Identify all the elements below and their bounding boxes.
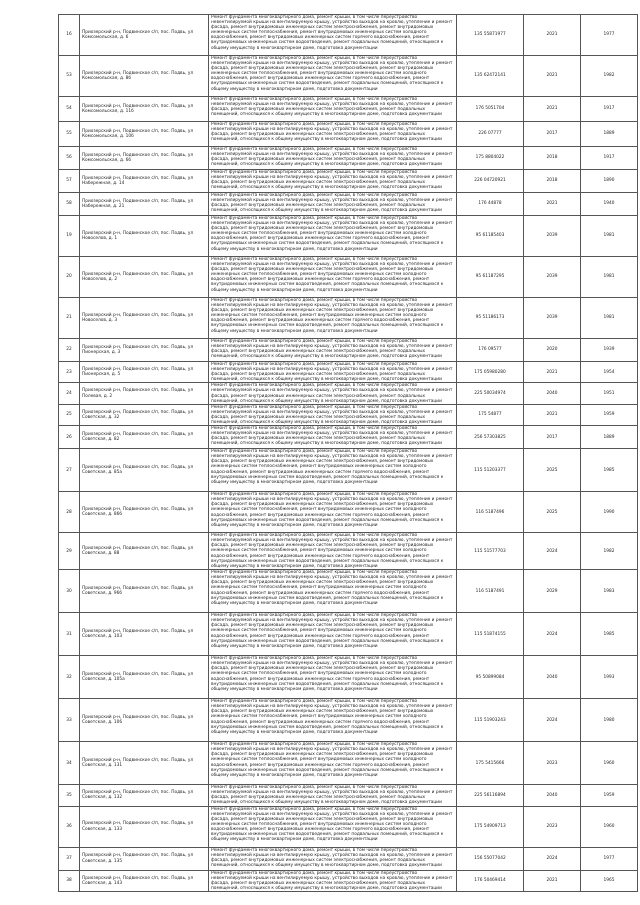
table-row	[59, 449, 638, 492]
row-number: 54	[59, 97, 80, 122]
build-year-cell: 1982	[581, 56, 638, 97]
work-description-cell: Ремонт фундамента многоквартирного дома, ремонт крыши, в том числе переустройство невентилируемой крыши на вентилируемую крышу, устройство выходов на кровлю, утепление и ремонт фасада, ремонт внутридомовых инженерных систем электроснабжения, ремонт внутридомовых инженерных систем теплоснабжения, ремонт внутридомовых инженерных систем холодного водоснабжения, ремонт внутридомовых инженерных систем горячего водоснабжения, ремонт внутридомовых инженерных систем водоотведения, ремонт подвальных помещений, относящихся к общему имуществу в многоквартирном доме, подготовка документации	[209, 806, 457, 847]
work-description-cell: Ремонт фундамента многоквартирного дома, ремонт крыши, в том числе переустройство невентилируемой крыши на вентилируемую крышу, устройство выходов на кровлю, утепление и ремонт фасада, ремонт внутридомовых инженерных систем электроснабжения, ремонт подвальных помещений, относящихся к общему имуществу в многоквартирном доме, подготовка документации	[209, 193, 457, 216]
row-number: 55	[59, 122, 80, 147]
build-year-cell: 1982	[581, 533, 638, 570]
repair-year-cell: 2040	[524, 656, 581, 699]
row-number: 19	[59, 216, 80, 257]
cost-cell: 175 5415666	[457, 742, 524, 785]
cost-cell: 176 5051704	[457, 97, 524, 122]
cost-cell: 115 51203377	[457, 449, 524, 492]
repair-year-cell: 2040	[524, 785, 581, 806]
table-row	[59, 785, 638, 806]
address-cell: Приозерский р-н, Подвинское с/п, пос. Подвь, ул Советская, д. 131	[80, 742, 209, 785]
work-description-cell: Ремонт фундамента многоквартирного дома, ремонт крыши, в том числе переустройство невентилируемой крыши на вентилируемую крышу, устройство выходов на кровлю, утепление и ремонт фасада, ремонт внутридомовых инженерных систем электроснабжения, ремонт внутридомовых инженерных систем теплоснабжения, ремонт внутридомовых инженерных систем холодного водоснабжения, ремонт внутридомовых инженерных систем горячего водоснабжения, ремонт внутридомовых инженерных систем водоотведения, ремонт подвальных помещений, относящихся к общему имуществу в многоквартирном доме, подготовка документации	[209, 613, 457, 656]
address-cell: Приозерский р-н, Подвинское с/п, пос. Подвь, ул Советская, д. 88	[80, 533, 209, 570]
build-year-cell: 1917	[581, 147, 638, 170]
address-cell: Приозерский р-н, Подвинское с/п, пос. Подвь, ул Пионерская, д. 3	[80, 339, 209, 362]
table-row	[59, 383, 638, 404]
repair-year-cell: 2025	[524, 492, 581, 533]
repair-year-cell: 2024	[524, 699, 581, 742]
table-row	[59, 147, 638, 170]
address-cell: Приозерский р-н, Подвинское с/п, пос. Подвь, ул Комсомольская, д. 6б	[80, 147, 209, 170]
repair-year-cell: 2039	[524, 298, 581, 339]
work-description-cell: Ремонт фундамента многоквартирного дома, ремонт крыши, в том числе переустройство невентилируемой крыши на вентилируемую крышу, устройство выходов на кровлю, утепление и ремонт фасада, ремонт внутридомовых инженерных систем электроснабжения, ремонт подвальных помещений, относящихся к общему имуществу в многоквартирном доме, подготовка документации	[209, 383, 457, 404]
address-cell: Приозерский р-н, Подвинское с/п, пос. Подвь, ул Советская, д. 32	[80, 404, 209, 425]
address-cell: Приозерский р-н, Подвинское с/п, пос. Подвь, ул Набережная, д. 21	[80, 193, 209, 216]
repair-year-cell: 2039	[524, 257, 581, 298]
cost-cell: 175 54877	[457, 404, 524, 425]
address-cell: Приозерский р-н, Подвинское с/п, пос. Подвь, ул Новоселов, д. 2	[80, 257, 209, 298]
repair-year-cell: 2017	[524, 426, 581, 449]
cost-cell: 115 51874155	[457, 613, 524, 656]
cost-cell: 225 56116894	[457, 785, 524, 806]
cost-cell: 115 51577703	[457, 533, 524, 570]
address-cell: Приозерский р-н, Подвинское с/п, пос. Подвь, ул Советская, д. 86б	[80, 492, 209, 533]
table-row	[59, 362, 638, 383]
build-year-cell: 1960	[581, 742, 638, 785]
cost-cell: 226 04720921	[457, 170, 524, 193]
work-description-cell: Ремонт фундамента многоквартирного дома, ремонт крыши, в том числе переустройство невентилируемой крыши на вентилируемую крышу, устройство выходов на кровлю, утепление и ремонт фасада, ремонт внутридомовых инженерных систем электроснабжения, ремонт подвальных помещений, относящихся к общему имуществу в многоквартирном доме, подготовка документации	[209, 426, 457, 449]
build-year-cell: 1951	[581, 383, 638, 404]
build-year-cell: 1959	[581, 404, 638, 425]
work-description-cell: Ремонт фундамента многоквартирного дома, ремонт крыши, в том числе переустройство невентилируемой крыши на вентилируемую крышу, устройство выходов на кровлю, утепление и ремонт фасада, ремонт внутридомовых инженерных систем электроснабжения, ремонт внутридомовых инженерных систем теплоснабжения, ремонт внутридомовых инженерных систем холодного водоснабжения, ремонт внутридомовых инженерных систем горячего водоснабжения, ремонт внутридомовых инженерных систем водоотведения, ремонт подвальных помещений, относящихся к общему имуществу в многоквартирном доме, подготовка документации	[209, 216, 457, 257]
work-description-cell: Ремонт фундамента многоквартирного дома, ремонт крыши, в том числе переустройство невентилируемой крыши на вентилируемую крышу, устройство выходов на кровлю, утепление и ремонт фасада, ремонт внутридомовых инженерных систем электроснабжения, ремонт подвальных помещений, относящихся к общему имуществу в многоквартирном доме, подготовка документации	[209, 122, 457, 147]
work-description-cell: Ремонт фундамента многоквартирного дома, ремонт крыши, в том числе переустройство невентилируемой крыши на вентилируемую крышу, устройство выходов на кровлю, утепление и ремонт фасада, ремонт внутридомовых инженерных систем электроснабжения, ремонт внутридомовых инженерных систем теплоснабжения, ремонт внутридомовых инженерных систем холодного водоснабжения, ремонт внутридомовых инженерных систем горячего водоснабжения, ремонт внутридомовых инженерных систем водоотведения, ремонт подвальных помещений, относящихся к общему имуществу в многоквартирном доме, подготовка документации	[209, 570, 457, 613]
repair-year-cell: 2017	[524, 122, 581, 147]
cost-cell: 175 54909713	[457, 806, 524, 847]
build-year-cell: 1889	[581, 426, 638, 449]
build-year-cell: 1889	[581, 122, 638, 147]
repair-year-cell: 2024	[524, 847, 581, 870]
row-number: 38	[59, 870, 80, 891]
work-description-cell: Ремонт фундамента многоквартирного дома, ремонт крыши, в том числе переустройство невентилируемой крыши на вентилируемую крышу, устройство выходов на кровлю, утепление и ремонт фасада, ремонт внутридомовых инженерных систем электроснабжения, ремонт внутридомовых инженерных систем теплоснабжения, ремонт внутридомовых инженерных систем холодного водоснабжения, ремонт внутридомовых инженерных систем горячего водоснабжения, ремонт внутридомовых инженерных систем водоотведения, ремонт подвальных помещений, относящихся к общему имуществу в многоквартирном доме, подготовка документации	[209, 533, 457, 570]
repair-year-cell: 2024	[524, 533, 581, 570]
repair-year-cell: 2023	[524, 806, 581, 847]
build-year-cell: 1983	[581, 570, 638, 613]
build-year-cell: 1917	[581, 97, 638, 122]
address-cell: Приозерский р-н, Подвинское с/п, пос. Подвь, ул Советская, д. 96б	[80, 570, 209, 613]
work-description-cell: Ремонт фундамента многоквартирного дома, ремонт крыши, в том числе переустройство невентилируемой крыши на вентилируемую крышу, устройство выходов на кровлю, утепление и ремонт фасада, ремонт внутридомовых инженерных систем электроснабжения, ремонт внутридомовых инженерных систем теплоснабжения, ремонт внутридомовых инженерных систем холодного водоснабжения, ремонт внутридомовых инженерных систем горячего водоснабжения, ремонт внутридомовых инженерных систем водоотведения, ремонт подвальных помещений, относящихся к общему имуществу в многоквартирном доме, подготовка документации	[209, 492, 457, 533]
table-body	[59, 15, 638, 892]
row-number: 26	[59, 426, 80, 449]
work-description-cell: Ремонт фундамента многоквартирного дома, ремонт крыши, в том числе переустройство невентилируемой крыши на вентилируемую крышу, устройство выходов на кровлю, утепление и ремонт фасада, ремонт внутридомовых инженерных систем электроснабжения, ремонт подвальных помещений, относящихся к общему имуществу в многоквартирном доме, подготовка документации	[209, 170, 457, 193]
address-cell: Приозерский р-н, Подвинское с/п, пос. Подвь, ул Советская, д. 135	[80, 847, 209, 870]
cost-cell: 135 55871977	[457, 15, 524, 56]
cost-cell: 116 5187491	[457, 570, 524, 613]
table-row	[59, 742, 638, 785]
cost-cell: 225 50034974	[457, 383, 524, 404]
table-row	[59, 122, 638, 147]
work-description-cell: Ремонт фундамента многоквартирного дома, ремонт крыши, в том числе переустройство невентилируемой крыши на вентилируемую крышу, устройство выходов на кровлю, утепление и ремонт фасада, ремонт внутридомовых инженерных систем электроснабжения, ремонт внутридомовых инженерных систем теплоснабжения, ремонт внутридомовых инженерных систем холодного водоснабжения, ремонт внутридомовых инженерных систем горячего водоснабжения, ремонт внутридомовых инженерных систем водоотведения, ремонт подвальных помещений, относящихся к общему имуществу в многоквартирном доме, подготовка документации	[209, 742, 457, 785]
row-number: 25	[59, 404, 80, 425]
work-description-cell: Ремонт фундамента многоквартирного дома, ремонт крыши, в том числе переустройство невентилируемой крыши на вентилируемую крышу, устройство выходов на кровлю, утепление и ремонт фасада, ремонт внутридомовых инженерных систем электроснабжения, ремонт подвальных помещений, относящихся к общему имуществу в многоквартирном доме, подготовка документации	[209, 870, 457, 891]
address-cell: Приозерский р-н, Подвинское с/п, пос. Подвь, ул Советская, д. 105а	[80, 656, 209, 699]
cost-cell: 115 51903243	[457, 699, 524, 742]
repair-year-cell: 2021	[524, 870, 581, 891]
build-year-cell: 1985	[581, 449, 638, 492]
work-description-cell: Ремонт фундамента многоквартирного дома, ремонт крыши, в том числе переустройство невентилируемой крыши на вентилируемую крышу, устройство выходов на кровлю, утепление и ремонт фасада, ремонт внутридомовых инженерных систем электроснабжения, ремонт подвальных помещений, относящихся к общему имуществу в многоквартирном доме, подготовка документации	[209, 362, 457, 383]
address-cell: Приозерский р-н, Подвинское с/п, пос. Подвь, ул Советская, д. 143	[80, 870, 209, 891]
row-number: 33	[59, 699, 80, 742]
repair-year-cell: 2020	[524, 339, 581, 362]
build-year-cell: 1977	[581, 847, 638, 870]
address-cell: Приозерский р-н, Подвинское с/п, пос. Подвь, ул Советская, д. 106	[80, 699, 209, 742]
repair-year-cell: 2023	[524, 742, 581, 785]
work-description-cell: Ремонт фундамента многоквартирного дома, ремонт крыши, в том числе переустройство невентилируемой крыши на вентилируемую крышу, устройство выходов на кровлю, утепление и ремонт фасада, ремонт внутридомовых инженерных систем электроснабжения, ремонт внутридомовых инженерных систем теплоснабжения, ремонт внутридомовых инженерных систем холодного водоснабжения, ремонт внутридомовых инженерных систем горячего водоснабжения, ремонт внутридомовых инженерных систем водоотведения, ремонт подвальных помещений, относящихся к общему имуществу в многоквартирном доме, подготовка документации	[209, 15, 457, 56]
repair-year-cell: 2021	[524, 15, 581, 56]
cost-cell: 135 62472141	[457, 56, 524, 97]
cost-cell: 95 51186173	[457, 298, 524, 339]
repair-year-cell: 2025	[524, 449, 581, 492]
row-number: 28	[59, 492, 80, 533]
address-cell: Приозерский р-н, Подвинское с/п, пос. Подвь, ул Советская, д. 133	[80, 806, 209, 847]
row-number: 30	[59, 570, 80, 613]
address-cell: Приозерский р-н, Подвинское с/п, пос. Подвь, ул Комсомольская, д. 10б	[80, 122, 209, 147]
table-row	[59, 492, 638, 533]
address-cell: Приозерский р-н, Подвинское с/п, пос. Подвь, ул Полевая, д. 2	[80, 383, 209, 404]
address-cell: Приозерский р-н, Подвинское с/п, пос. Подвь, ул Пионерская, д. 5	[80, 362, 209, 383]
row-number: 32	[59, 656, 80, 699]
cost-cell: 95 50899084	[457, 656, 524, 699]
row-number: 34	[59, 742, 80, 785]
build-year-cell: 1977	[581, 15, 638, 56]
work-description-cell: Ремонт фундамента многоквартирного дома, ремонт крыши, в том числе переустройство невентилируемой крыши на вентилируемую крышу, устройство выходов на кровлю, утепление и ремонт фасада, ремонт внутридомовых инженерных систем электроснабжения, ремонт внутридомовых инженерных систем теплоснабжения, ремонт внутридомовых инженерных систем холодного водоснабжения, ремонт внутридомовых инженерных систем горячего водоснабжения, ремонт внутридомовых инженерных систем водоотведения, ремонт подвальных помещений, относящихся к общему имуществу в многоквартирном доме, подготовка документации	[209, 298, 457, 339]
build-year-cell: 1939	[581, 339, 638, 362]
work-description-cell: Ремонт фундамента многоквартирного дома, ремонт крыши, в том числе переустройство невентилируемой крыши на вентилируемую крышу, устройство выходов на кровлю, утепление и ремонт фасада, ремонт внутридомовых инженерных систем электроснабжения, ремонт подвальных помещений, относящихся к общему имуществу в многоквартирном доме, подготовка документации	[209, 339, 457, 362]
work-description-cell: Ремонт фундамента многоквартирного дома, ремонт крыши, в том числе переустройство невентилируемой крыши на вентилируемую крышу, устройство выходов на кровлю, утепление и ремонт фасада, ремонт внутридомовых инженерных систем электроснабжения, ремонт внутридомовых инженерных систем теплоснабжения, ремонт внутридомовых инженерных систем холодного водоснабжения, ремонт внутридомовых инженерных систем горячего водоснабжения, ремонт внутридомовых инженерных систем водоотведения, ремонт подвальных помещений, относящихся к общему имуществу в многоквартирном доме, подготовка документации	[209, 656, 457, 699]
table-row	[59, 570, 638, 613]
work-description-cell: Ремонт фундамента многоквартирного дома, ремонт крыши, в том числе переустройство невентилируемой крыши на вентилируемую крышу, устройство выходов на кровлю, утепление и ремонт фасада, ремонт внутридомовых инженерных систем электроснабжения, ремонт подвальных помещений, относящихся к общему имуществу в многоквартирном доме, подготовка документации	[209, 97, 457, 122]
table-row	[59, 216, 638, 257]
build-year-cell: 1959	[581, 785, 638, 806]
table-row	[59, 806, 638, 847]
cost-cell: 256 57303825	[457, 426, 524, 449]
build-year-cell: 1981	[581, 298, 638, 339]
build-year-cell: 1954	[581, 362, 638, 383]
work-description-cell: Ремонт фундамента многоквартирного дома, ремонт крыши, в том числе переустройство невентилируемой крыши на вентилируемую крышу, устройство выходов на кровлю, утепление и ремонт фасада, ремонт внутридомовых инженерных систем электроснабжения, ремонт подвальных помещений, относящихся к общему имуществу в многоквартирном доме, подготовка документации	[209, 785, 457, 806]
table-row	[59, 257, 638, 298]
row-number: 37	[59, 847, 80, 870]
build-year-cell: 1965	[581, 870, 638, 891]
build-year-cell: 1985	[581, 613, 638, 656]
row-number: 27	[59, 449, 80, 492]
row-number: 35	[59, 785, 80, 806]
work-description-cell: Ремонт фундамента многоквартирного дома, ремонт крыши, в том числе переустройство невентилируемой крыши на вентилируемую крышу, устройство выходов на кровлю, утепление и ремонт фасада, ремонт внутридомовых инженерных систем электроснабжения, ремонт внутридомовых инженерных систем теплоснабжения, ремонт внутридомовых инженерных систем холодного водоснабжения, ремонт внутридомовых инженерных систем горячего водоснабжения, ремонт внутридомовых инженерных систем водоотведения, ремонт подвальных помещений, относящихся к общему имуществу в многоквартирном доме, подготовка документации	[209, 56, 457, 97]
work-description-cell: Ремонт фундамента многоквартирного дома, ремонт крыши, в том числе переустройство невентилируемой крыши на вентилируемую крышу, устройство выходов на кровлю, утепление и ремонт фасада, ремонт внутридомовых инженерных систем электроснабжения, ремонт внутридомовых инженерных систем теплоснабжения, ремонт внутридомовых инженерных систем холодного водоснабжения, ремонт внутридомовых инженерных систем горячего водоснабжения, ремонт внутридомовых инженерных систем водоотведения, ремонт подвальных помещений, относящихся к общему имуществу в многоквартирном доме, подготовка документации	[209, 257, 457, 298]
repair-year-cell: 2021	[524, 404, 581, 425]
table-row	[59, 533, 638, 570]
cost-cell: 176 50469414	[457, 870, 524, 891]
row-number: 24	[59, 383, 80, 404]
table-row	[59, 56, 638, 97]
address-cell: Приозерский р-н, Подвинское с/п, пос. Подвь, ул Комсомольская, д. 11б	[80, 97, 209, 122]
build-year-cell: 1940	[581, 193, 638, 216]
table-row	[59, 339, 638, 362]
repair-year-cell: 2040	[524, 383, 581, 404]
repair-year-cell: 2024	[524, 613, 581, 656]
cost-cell: 95 61187295	[457, 257, 524, 298]
cost-cell: 176 44878	[457, 193, 524, 216]
repair-program-table	[58, 14, 638, 892]
cost-cell: 156 55077042	[457, 847, 524, 870]
cost-cell: 116 5187496	[457, 492, 524, 533]
table-row	[59, 97, 638, 122]
table-row	[59, 170, 638, 193]
table-row	[59, 193, 638, 216]
address-cell: Приозерский р-н, Подвинское с/п, пос. Подвь, ул Советская, д. 85а	[80, 449, 209, 492]
table-row	[59, 426, 638, 449]
address-cell: Приозерский р-н, Подвинское с/п, пос. Подвь, ул Комсомольская, д. 8б	[80, 56, 209, 97]
work-description-cell: Ремонт фундамента многоквартирного дома, ремонт крыши, в том числе переустройство невентилируемой крыши на вентилируемую крышу, устройство выходов на кровлю, утепление и ремонт фасада, ремонт внутридомовых инженерных систем электроснабжения, ремонт внутридомовых инженерных систем теплоснабжения, ремонт внутридомовых инженерных систем холодного водоснабжения, ремонт внутридомовых инженерных систем горячего водоснабжения, ремонт внутридомовых инженерных систем водоотведения, ремонт подвальных помещений, относящихся к общему имуществу в многоквартирном доме, подготовка документации	[209, 449, 457, 492]
build-year-cell: 1960	[581, 806, 638, 847]
work-description-cell: Ремонт фундамента многоквартирного дома, ремонт крыши, в том числе переустройство невентилируемой крыши на вентилируемую крышу, устройство выходов на кровлю, утепление и ремонт фасада, ремонт внутридомовых инженерных систем электроснабжения, ремонт внутридомовых инженерных систем теплоснабжения, ремонт внутридомовых инженерных систем холодного водоснабжения, ремонт внутридомовых инженерных систем горячего водоснабжения, ремонт внутридомовых инженерных систем водоотведения, ремонт подвальных помещений, относящихся к общему имуществу в многоквартирном доме, подготовка документации	[209, 699, 457, 742]
row-number: 16	[59, 15, 80, 56]
row-number: 31	[59, 613, 80, 656]
build-year-cell: 1981	[581, 257, 638, 298]
build-year-cell: 1981	[581, 216, 638, 257]
build-year-cell: 1890	[581, 170, 638, 193]
cost-cell: 95 61185403	[457, 216, 524, 257]
row-number: 21	[59, 298, 80, 339]
repair-year-cell: 2021	[524, 56, 581, 97]
work-description-cell: Ремонт фундамента многоквартирного дома, ремонт крыши, в том числе переустройство невентилируемой крыши на вентилируемую крышу, устройство выходов на кровлю, утепление и ремонт фасада, ремонт внутридомовых инженерных систем электроснабжения, ремонт подвальных помещений, относящихся к общему имуществу в многоквартирном доме, подготовка документации	[209, 847, 457, 870]
cost-cell: 175 8804022	[457, 147, 524, 170]
table-row	[59, 870, 638, 891]
row-number: 53	[59, 56, 80, 97]
table-row	[59, 404, 638, 425]
row-number: 29	[59, 533, 80, 570]
work-description-cell: Ремонт фундамента многоквартирного дома, ремонт крыши, в том числе переустройство невентилируемой крыши на вентилируемую крышу, устройство выходов на кровлю, утепление и ремонт фасада, ремонт внутридомовых инженерных систем электроснабжения, ремонт подвальных помещений, относящихся к общему имуществу в многоквартирном доме, подготовка документации	[209, 404, 457, 425]
table-row	[59, 15, 638, 56]
build-year-cell: 1980	[581, 699, 638, 742]
build-year-cell: 1990	[581, 492, 638, 533]
table-row	[59, 847, 638, 870]
cost-cell: 175 05980280	[457, 362, 524, 383]
repair-year-cell: 2021	[524, 193, 581, 216]
repair-year-cell: 2021	[524, 97, 581, 122]
build-year-cell: 1993	[581, 656, 638, 699]
row-number: 58	[59, 193, 80, 216]
cost-cell: 226 07777	[457, 122, 524, 147]
table-row	[59, 699, 638, 742]
row-number: 23	[59, 362, 80, 383]
row-number: 57	[59, 170, 80, 193]
cost-cell: 176 09577	[457, 339, 524, 362]
address-cell: Приозерский р-н, Подвинское с/п, пос. Подвь, ул Советская, д. 103	[80, 613, 209, 656]
table-row	[59, 613, 638, 656]
repair-year-cell: 2021	[524, 362, 581, 383]
address-cell: Приозерский р-н, Подвинское с/п, пос. Подвь, ул Набережная, д. 14	[80, 170, 209, 193]
address-cell: Приозерский р-н, Подвинское с/п, пос. Подвь, ул Новоселов, д. 1	[80, 216, 209, 257]
repair-year-cell: 2018	[524, 147, 581, 170]
address-cell: Приозерский р-н, Подвинское с/п, пос. Подвь, ул Новоселов, д. 3	[80, 298, 209, 339]
address-cell: Приозерский р-н, Подвинское с/п, пос. Подвь, ул Советская, д. 132	[80, 785, 209, 806]
table-row	[59, 298, 638, 339]
address-cell: Приозерский р-н, Подвинское с/п, пос. Подвь, ул Комсомольская, д. 6	[80, 15, 209, 56]
repair-year-cell: 2039	[524, 216, 581, 257]
row-number: 56	[59, 147, 80, 170]
table-row	[59, 656, 638, 699]
row-number: 22	[59, 339, 80, 362]
address-cell: Приозерский р-н, Подвинское с/п, пос. Подвь, ул Советская, д. 82	[80, 426, 209, 449]
row-number: 20	[59, 257, 80, 298]
work-description-cell: Ремонт фундамента многоквартирного дома, ремонт крыши, в том числе переустройство невентилируемой крыши на вентилируемую крышу, устройство выходов на кровлю, утепление и ремонт фасада, ремонт внутридомовых инженерных систем электроснабжения, ремонт подвальных помещений, относящихся к общему имуществу в многоквартирном доме, подготовка документации	[209, 147, 457, 170]
row-number: 36	[59, 806, 80, 847]
repair-year-cell: 2029	[524, 570, 581, 613]
repair-year-cell: 2018	[524, 170, 581, 193]
